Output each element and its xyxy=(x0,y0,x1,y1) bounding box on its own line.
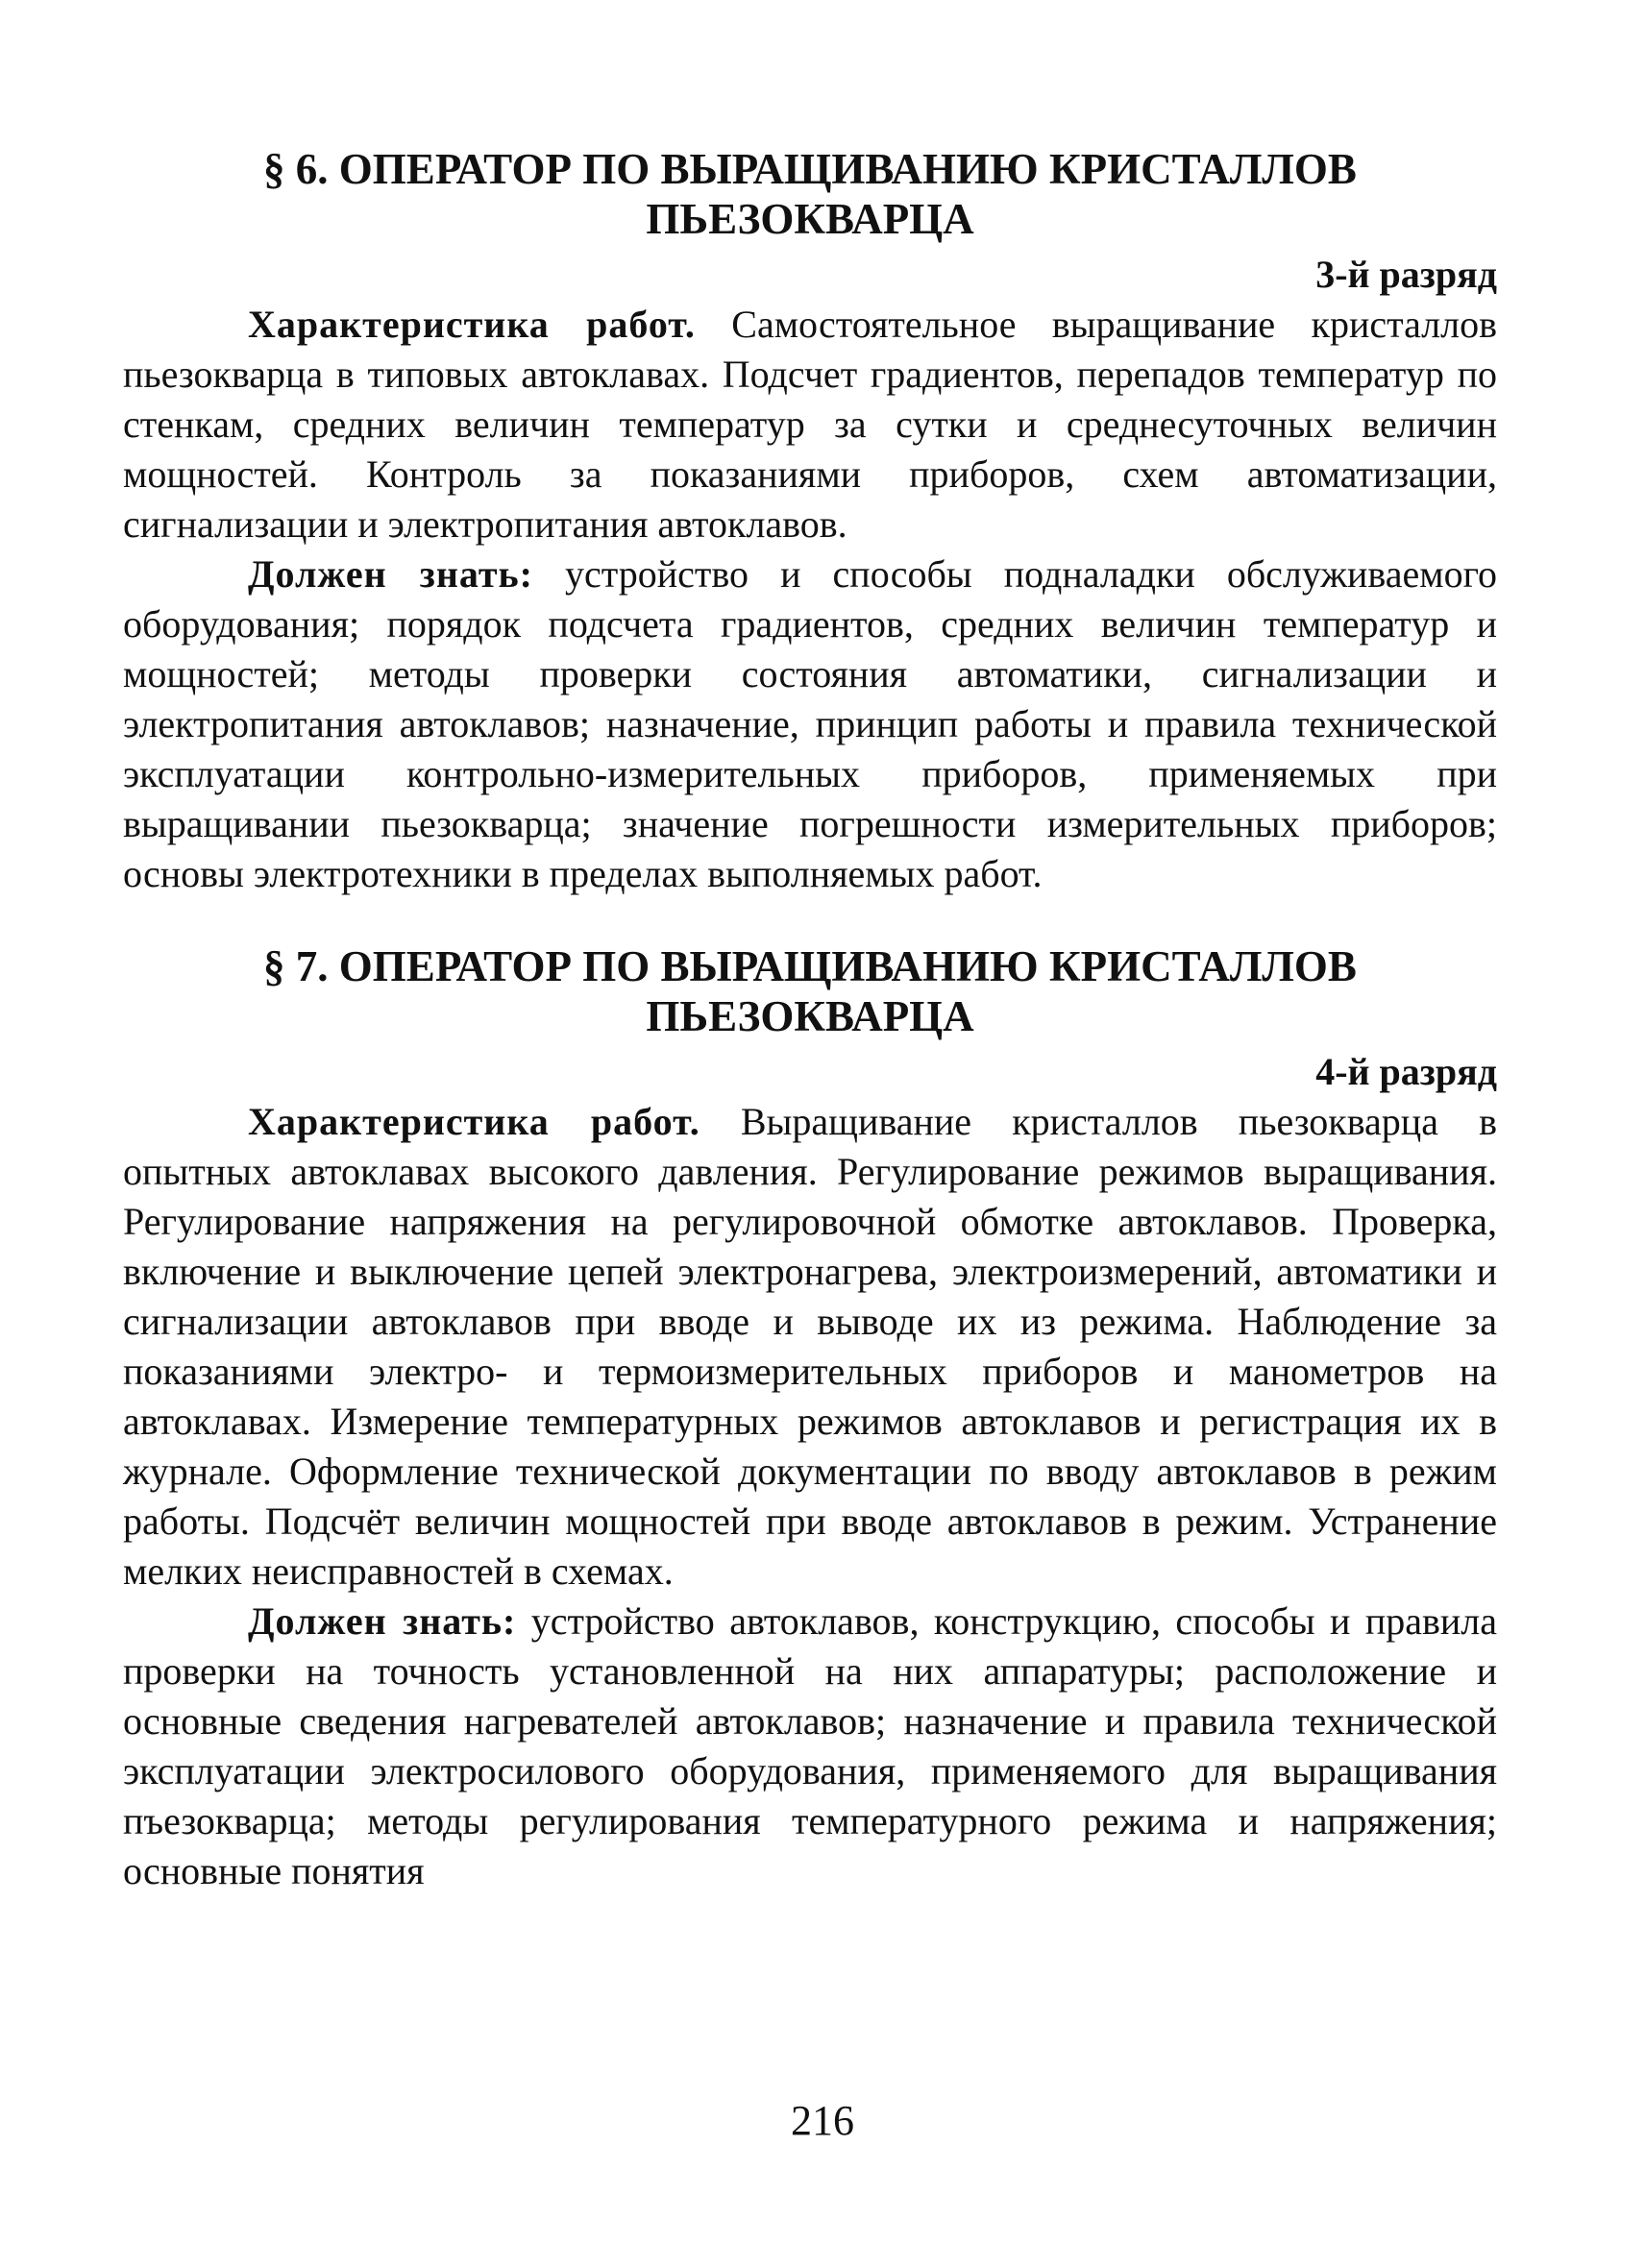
section-6-knowledge-label: Должен знать: xyxy=(248,552,533,596)
section-7-title-line2: ПЬЕЗОКВАРЦА xyxy=(646,992,974,1040)
document-page xyxy=(123,144,1497,1896)
section-7-knowledge xyxy=(123,1597,1497,1896)
section-6-knowledge-text: устройство и способы подналадки обслуживаемого оборудования; порядок подсчета градиентов, средних величин температур и мощностей; методы проверки состояния автоматики, сигнализации и электропитания автоклавов; назначение, принцип работы и правила технической эксплуатации контрольно-измерительных приборов, применяемых при выращивании пьезокварца; значение погрешности измерительных приборов; основы электротехники в пределах выполняемых работ. xyxy=(123,552,1497,895)
section-6-characteristic xyxy=(123,300,1497,549)
section-7-characteristic-text: Выращивание кристаллов пьезокварца в опытных автоклавах высокого давления. Регулирование режимов выращивания. Регулирование напряжения на регулировочной обмотке автоклавов. Проверка, включение и выключение цепей электронагрева, электроизмерений, автоматики и сигнализации автоклавов при вводе и выводе их из режима. Наблюдение за показаниями электро- и термоизмерительных приборов и манометров на автоклавах. Измерение температурных режимов автоклавов и регистрация их в журнале. Оформление технической документации по вводу автоклавов в режим работы. Подсчёт величин мощностей при вводе автоклавов в режим. Устранение мелких неисправностей в схемах. xyxy=(123,1100,1497,1593)
section-7-knowledge-text: устройство автоклавов, конструкцию, способы и правила проверки на точность установленной на них аппаратуры; расположение и основные сведения нагревателей автоклавов; назначение и правила технической эксплуатации электросилового оборудования, применяемого для выращивания пъезокварца; методы регулирования температурного режима и напряжения; основные понятия xyxy=(123,1599,1497,1892)
section-6-characteristic-text: Самостоятельное выращивание кристаллов пьезокварца в типовых автоклавах. Подсчет градиентов, перепадов температур по стенкам, средних величин температур за сутки и среднесуточных величин мощностей. Контроль за показаниями приборов, схем автоматизации, сигнализации и электропитания автоклавов. xyxy=(123,303,1497,546)
section-6-knowledge xyxy=(123,549,1497,899)
section-7-knowledge-label: Должен знать: xyxy=(248,1599,517,1643)
section-6-characteristic-label: Характеристика работ. xyxy=(248,303,696,346)
section-6 xyxy=(123,144,1497,899)
section-7-title xyxy=(123,941,1497,1041)
section-7-characteristic xyxy=(123,1097,1497,1597)
section-6-title-line1: § 6. ОПЕРАТОР ПО ВЫРАЩИВАНИЮ КРИСТАЛЛОВ xyxy=(263,145,1357,193)
section-7-title-line1: § 7. ОПЕРАТОР ПО ВЫРАЩИВАНИЮ КРИСТАЛЛОВ xyxy=(263,942,1357,990)
section-6-title xyxy=(123,144,1497,244)
section-7-rank: 4-й разряд xyxy=(1315,1050,1497,1093)
section-6-rank: 3-й разряд xyxy=(1315,253,1497,296)
page-number: 216 xyxy=(791,2097,854,2144)
section-7 xyxy=(123,941,1497,1896)
section-6-title-line2: ПЬЕЗОКВАРЦА xyxy=(646,195,974,243)
section-7-characteristic-label: Характеристика работ. xyxy=(248,1100,700,1143)
